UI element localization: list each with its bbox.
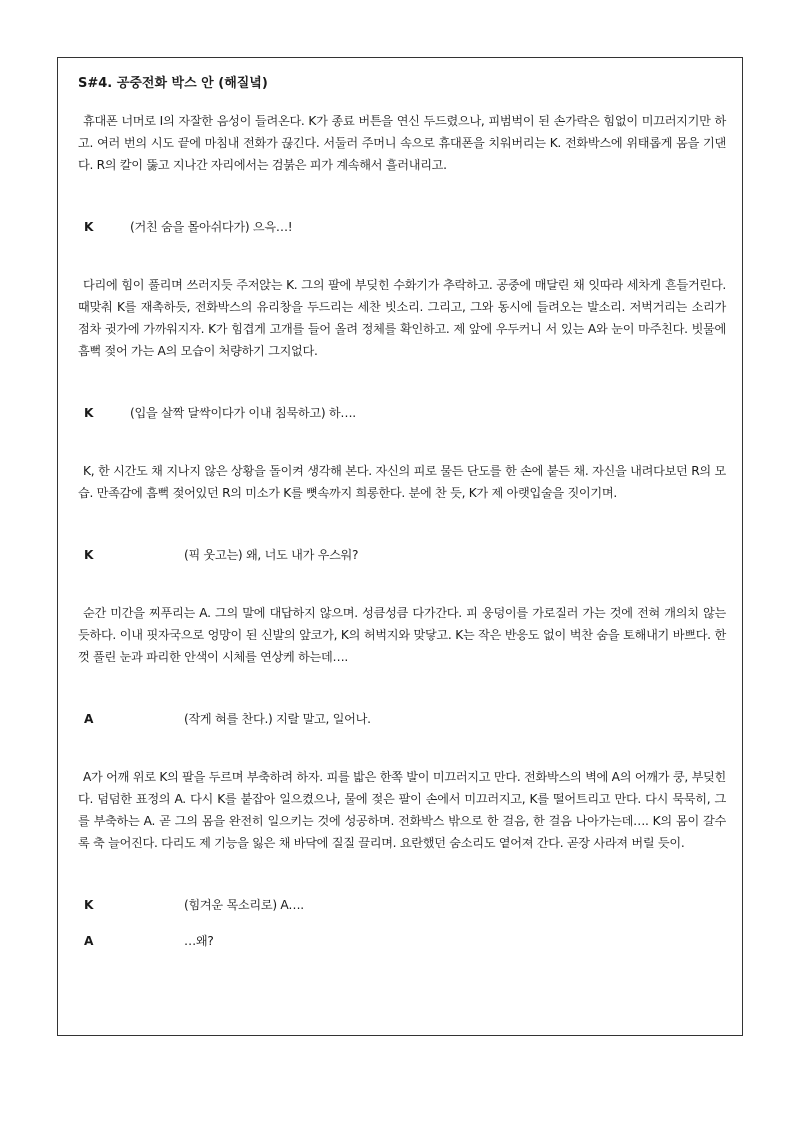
speaker-name: K [84, 898, 94, 912]
dialogue-line [78, 894, 726, 916]
scene-heading: S#4. 공중전화 박스 안 (해질녘) [78, 76, 268, 91]
dialogue-text: (거친 숨을 몰아쉬다가) 으윽…! [130, 220, 293, 234]
script-content [78, 74, 726, 952]
dialogue-line [78, 708, 726, 730]
speaker-name: K [84, 406, 94, 420]
dialogue-text: (힘겨운 목소리로) A…. [184, 898, 304, 912]
dialogue-text: (픽 웃고는) 왜, 너도 내가 우스워? [184, 548, 359, 562]
action-paragraph: 순간 미간을 찌푸리는 A. 그의 말에 대답하지 않으며. 성큼성큼 다가간다. 피 웅덩이를 가로질러 가는 것에 전혀 개의치 않는 듯하다. 이내 핏자국으로 엉망이 된 신발의 앞코가, K의 허벅지와 맞닿고. K는 작은 반응도 없이 벅찬 숨을 토해내기 바쁘다. 한껏 풀린 눈과 파리한 안색이 시체를 연상케 하는데…. [78, 606, 726, 664]
action-paragraph: A가 어깨 위로 K의 팔을 두르며 부축하려 하자. 피를 밟은 한쪽 발이 미끄러지고 만다. 전화박스의 벽에 A의 어깨가 쿵, 부딪힌다. 덤덤한 표정의 A. 다시 K를 붙잡아 일으켰으나, 물에 젖은 팔이 손에서 미끄러지고, K를 떨어트리고 만다. 다시 묵묵히, 그를 부축하는 A. 곧 그의 몸을 완전히 일으키는 것에 성공하며. 전화박스 밖으로 한 걸음, 한 걸음 나아가는데…. K의 몸이 갈수록 축 늘어진다. 다리도 제 기능을 잃은 채 바닥에 질질 끌리며. 요란했던 숨소리도 옅어져 간다. 곧장 사라져 버릴 듯이. [78, 770, 726, 850]
dialogue-line [78, 544, 726, 566]
dialogue-text: (입을 살짝 달싹이다가 이내 침묵하고) 하…. [130, 406, 356, 420]
dialogue-text: (작게 혀를 찬다.) 지랄 말고, 일어나. [184, 712, 371, 726]
speaker-name: A [84, 934, 94, 948]
dialogue-line [78, 402, 726, 424]
action-paragraph: K, 한 시간도 채 지나지 않은 상황을 돌이켜 생각해 본다. 자신의 피로 물든 단도를 한 손에 붙든 채. 자신을 내려다보던 R의 모습. 만족감에 흠뻑 젖어있던 R의 미소가 K를 뼛속까지 희롱한다. 분에 찬 듯, K가 제 아랫입술을 짓이기며. [78, 464, 726, 500]
speaker-name: K [84, 548, 94, 562]
speaker-name: A [84, 712, 94, 726]
dialogue-text: …왜? [184, 934, 214, 948]
action-paragraph: 다리에 힘이 풀리며 쓰러지듯 주저앉는 K. 그의 팔에 부딪힌 수화기가 추락하고. 공중에 매달린 채 잇따라 세차게 흔들거린다. 때맞춰 K를 재촉하듯, 전화박스의 유리창을 두드리는 세찬 빗소리. 그리고, 그와 동시에 들려오는 발소리. 저벅거리는 소리가 점차 귓가에 가까워지자. K가 힘겹게 고개를 들어 올려 정체를 확인하고. 제 앞에 우두커니 서 있는 A와 눈이 마주친다. 빗물에 흠뻑 젖어 가는 A의 모습이 처량하기 그지없다. [78, 278, 726, 358]
dialogue-line [78, 216, 726, 238]
dialogue-line [78, 930, 726, 952]
action-paragraph: 휴대폰 너머로 I의 자잘한 음성이 들려온다. K가 종료 버튼을 연신 두드렸으나, 피범벅이 된 손가락은 힘없이 미끄러지기만 하고. 여러 번의 시도 끝에 마침내 전화가 끊긴다. 서둘러 주머니 속으로 휴대폰을 치워버리는 K. 전화박스에 위태롭게 몸을 기댄다. R의 칼이 뚫고 지나간 자리에서는 검붉은 피가 계속해서 흘러내리고. [78, 114, 726, 172]
speaker-name: K [84, 220, 94, 234]
page-frame [57, 57, 743, 1036]
